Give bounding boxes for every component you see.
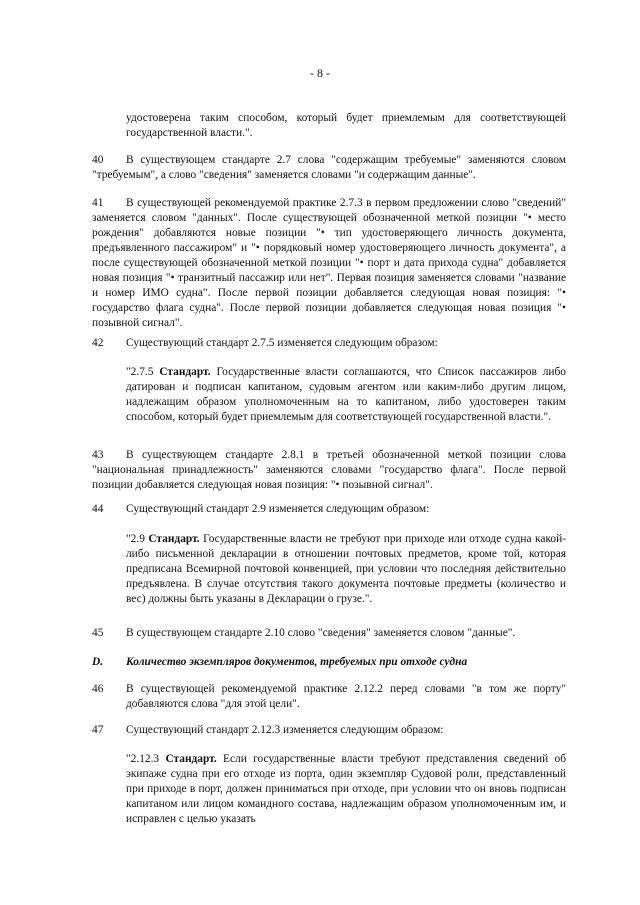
page-number: - 8 - — [310, 66, 330, 80]
paragraph-number: 40 — [92, 154, 104, 166]
section-title: Количество экземпляров документов, требуемых при отходе судна — [126, 656, 468, 668]
section-letter: D. — [92, 656, 104, 668]
quote-text: Если государственные власти требуют представления сведений об экипаже судна при его отходе из порта, один экземпляр Судовой роли, представленный при приходе в порт, должен приниматься при отходе, при условии что он вновь подписан капитаном или лицом командного состава, надлежащим образом уполномоченным им, и исправлен с целью указать — [126, 753, 567, 825]
quote-2-12-3 — [126, 752, 566, 827]
quote-standard-label: Стандарт. — [148, 533, 200, 545]
quote-text: Государственные власти соглашаются, что Список пассажиров либо датирован и подписан капитаном, судовым агентом или каким-либо другим лицом, надлежащим образом уполномоченным на то капитаном, либо удостоверен таким способом, который будет приемлемым для соответствующей государственной власти.". — [126, 366, 566, 423]
continued-paragraph — [92, 111, 566, 141]
quote-lead: "2.7.5 — [126, 366, 154, 378]
quote-2-9 — [126, 532, 566, 607]
quote-text: Государственные власти не требуют при приходе или отходе судна какой-либо письменной декларации в отношении почтовых предметов, кроме той, которая предписана Всемирной почтовой конвенцией, при условии что последняя действительно предъявлена. В случае отсутствия такого документа почтовые предметы (количество и вес) должны быть указаны в Декларации о грузе.". — [126, 533, 566, 605]
paragraph-number: 46 — [92, 683, 104, 695]
paragraph-41 — [92, 196, 566, 331]
quote-2-7-5 — [126, 365, 566, 425]
paragraph-number: 41 — [92, 197, 104, 209]
paragraph-text: В существующей рекомендуемой практике 2.12.2 перед словами "в том же порту" добавляются слова "для этой цели". — [126, 683, 566, 710]
paragraph-44 — [92, 502, 566, 517]
paragraph-text: Существующий стандарт 2.7.5 изменяется следующим образом: — [126, 337, 438, 349]
paragraph-45 — [92, 626, 566, 641]
quote-standard-label: Стандарт. — [165, 753, 217, 765]
paragraph-number: 43 — [92, 449, 104, 461]
paragraph-text: Существующий стандарт 2.9 изменяется следующим образом: — [126, 503, 430, 515]
quote-lead: "2.12.3 — [126, 753, 160, 765]
paragraph-number: 44 — [92, 503, 104, 515]
paragraph-46 — [92, 682, 566, 712]
section-heading-d — [92, 655, 566, 670]
paragraph-number: 42 — [92, 337, 104, 349]
paragraph-43 — [92, 448, 566, 493]
paragraph-text: В существующем стандарте 2.7 слова "содержащим требуемые" заменяются словом "требуемым", а слово "сведения" заменяется словами "и содержащим данные". — [92, 154, 566, 181]
paragraph-text: В существующем стандарте 2.10 слово "сведения" заменяется словом "данные". — [126, 627, 516, 639]
paragraph-number: 45 — [92, 627, 104, 639]
paragraph-47 — [92, 723, 566, 738]
paragraph-number: 47 — [92, 724, 104, 736]
paragraph-42 — [92, 336, 566, 351]
paragraph-text: В существующей рекомендуемой практике 2.7.3 в первом предложении слово "сведений" заменяется словом "данных". После существующей обозначенной меткой позиции "• место рождения" добавляются новые позиции "• тип удостоверяющего личность документа, предъявленного пассажиром" и "• порядковый номер удостоверяющего личность документа", а после существующей обозначенной меткой позиции "• порт и дата прихода судна" добавляется новая позиция "• транзитный пассажир или нет". Первая позиция заменяется словами "название и номер ИМО судна". После первой позиции добавляется следующая новая позиция: "• государство флага судна". После первой позиции добавляется следующая новая позиция "• позывной сигнал". — [92, 197, 566, 329]
paragraph-text: Существующий стандарт 2.12.3 изменяется следующим образом: — [126, 724, 444, 736]
quote-lead: "2.9 — [126, 533, 145, 545]
quote-standard-label: Стандарт. — [159, 366, 211, 378]
paragraph-text: В существующем стандарте 2.8.1 в третьей обозначенной меткой позиции слова "национальная принадлежность" заменяются словами "государство флага". После первой позиции добавляется следующая новая позиция: "• позывной сигнал". — [92, 449, 566, 491]
paragraph-40 — [92, 153, 566, 183]
continued-text: удостоверена таким способом, который будет приемлемым для соответствующей государственной власти.". — [126, 112, 566, 139]
